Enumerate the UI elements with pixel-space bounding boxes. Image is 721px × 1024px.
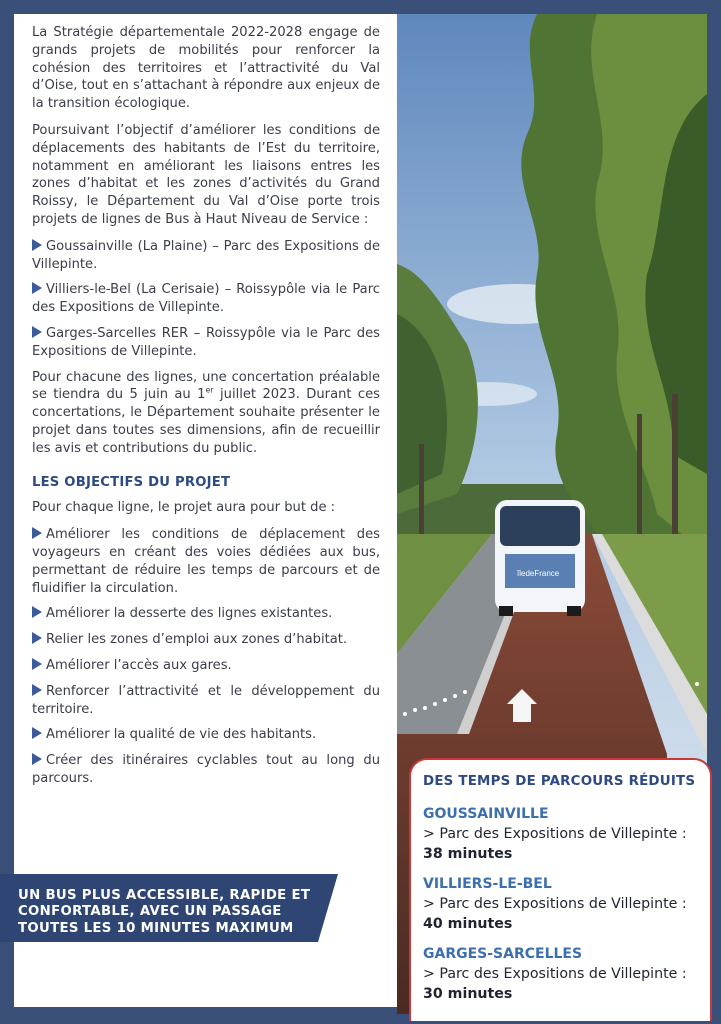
objectives-lead: Pour chaque ligne, le projet aura pour but de : xyxy=(32,500,336,516)
triangle-bullet-icon xyxy=(32,753,42,765)
objective-item: Améliorer la qualité de vie des habitants. xyxy=(32,726,380,744)
intro-paragraph-1: La Stratégie départementale 2022-2028 engage de grands projets de mobilités pour renforcer la cohésion des territoires et l’attractivité du Val d’Oise, tout en s’attachant à répondre aux enjeux de la transition écologique. xyxy=(32,25,380,112)
bus-brand-label: îledeFrance xyxy=(517,569,560,578)
route-garges-sarcelles: GARGES-SARCELLES > Parc des Expositions de Villepinte : 30 minutes xyxy=(423,946,687,1002)
body-text xyxy=(32,24,380,796)
triangle-bullet-icon xyxy=(32,282,42,294)
line-item: Garges-Sarcelles RER – Roissypôle via le Parc des Expositions de Villepinte. xyxy=(32,325,380,359)
objective-item: Renforcer l’attractivité et le développement du territoire. xyxy=(32,683,380,717)
route-goussainville: GOUSSAINVILLE > Parc des Expositions de Villepinte : 38 minutes xyxy=(423,806,687,862)
triangle-bullet-icon xyxy=(32,527,42,539)
triangle-bullet-icon xyxy=(32,727,42,739)
triangle-bullet-icon xyxy=(32,684,42,696)
objective-item: Créer des itinéraires cyclables tout au long du parcours. xyxy=(32,753,380,786)
route-villiers-le-bel: VILLIERS-LE-BEL > Parc des Expositions de Villepinte : 40 minutes xyxy=(423,876,687,932)
travel-times-box xyxy=(409,758,712,1021)
triangle-bullet-icon xyxy=(32,326,42,338)
intro-paragraph-2: Poursuivant l’objectif d’améliorer les conditions de déplacements des habitants de l’Est du territoire, notamment en améliorant les liaisons entres les zones d’habitat et les zones d’activités du Grand Roissy, le Département du Val d’Oise porte trois projets de lignes de Bus à Haut Niveau de Service : xyxy=(32,122,380,227)
objective-item: Relier les zones d’emploi aux zones d’habitat. xyxy=(32,631,380,649)
triangle-bullet-icon xyxy=(32,632,42,644)
triangle-bullet-icon xyxy=(32,606,42,618)
accessibility-banner: UN BUS PLUS ACCESSIBLE, RAPIDE ET CONFORTABLE, AVEC UN PASSAGE TOUTES LES 10 MINUTES MAXIMUM xyxy=(18,888,311,936)
objectives-title: LES OBJECTIFS DU PROJET xyxy=(32,474,231,490)
objective-item: Améliorer l’accès aux gares. xyxy=(32,657,380,675)
triangle-bullet-icon xyxy=(32,658,42,670)
objective-item: Améliorer les conditions de déplacement des voyageurs en créant des voies dédiées aux bus, permettant de réduire les temps de parcours et de fluidifier la circulation. xyxy=(32,527,380,596)
objective-item: Améliorer la desserte des lignes existantes. xyxy=(32,605,380,623)
line-item: Villiers-le-Bel (La Cerisaie) – Roissypôle via le Parc des Expositions de Villepinte. xyxy=(32,282,380,316)
text-column xyxy=(14,14,397,1007)
triangle-bullet-icon xyxy=(32,239,42,251)
intro-paragraph-3: Pour chacune des lignes, une concertation préalable se tiendra du 5 juin au 1er juillet 2023. Durant ces concertations, le Département souhaite présenter le projet dans toutes ses dimensions, afin de recueillir les avis et contributions du public. xyxy=(32,369,380,456)
travel-times-title: DES TEMPS DE PARCOURS RÉDUITS xyxy=(423,774,696,789)
line-item: Goussainville (La Plaine) – Parc des Expositions de Villepinte. xyxy=(32,238,380,272)
